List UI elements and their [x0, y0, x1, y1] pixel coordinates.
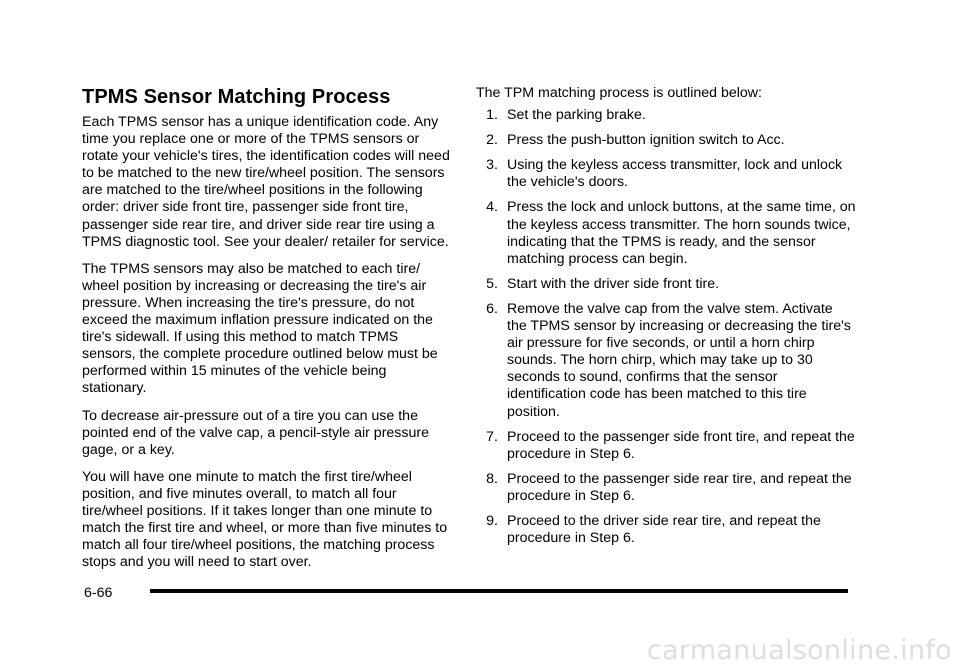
step-item — [476, 157, 856, 191]
step-item — [476, 471, 856, 505]
step-text: Using the keyless access transmitter, lock and unlock the vehicle's doors. — [507, 157, 843, 191]
step-number: 3. — [486, 157, 498, 174]
step-text: Proceed to the passenger side rear tire, and repeat the procedure in Step 6. — [507, 470, 852, 504]
right-column — [476, 85, 856, 555]
paragraph-time-limits: You will have one minute to match the first tire/wheel position, and five minutes overall, to match all four tire/wheel positions. If it takes longer than one minute to match the first tire and wheel, or more than five minutes to match all four tire/wheel positions, the matching process stops and you will need to start over. — [82, 468, 448, 571]
step-text: Set the parking brake. — [507, 107, 646, 124]
page-number: 6-66 — [84, 585, 113, 601]
step-item — [476, 513, 856, 547]
procedure-steps — [476, 107, 856, 547]
step-item — [476, 199, 856, 267]
section-heading: TPMS Sensor Matching Process — [82, 86, 391, 108]
step-text: Proceed to the passenger side front tire, and repeat the procedure in Step 6. — [507, 428, 855, 462]
procedure-intro: The TPM matching process is outlined below: — [476, 85, 762, 101]
footer-rule — [150, 589, 848, 593]
step-item — [476, 107, 856, 124]
left-column — [82, 85, 452, 581]
step-item — [476, 429, 856, 463]
step-item — [476, 132, 856, 149]
step-item — [476, 276, 856, 293]
step-number: 6. — [486, 300, 498, 317]
step-number: 1. — [486, 107, 498, 124]
step-number: 5. — [486, 275, 498, 292]
step-number: 8. — [486, 470, 498, 487]
step-text: Press the lock and unlock buttons, at the same time, on the keyless access transmitter. The horn sounds twice, indicating that the TPMS is ready, and the sensor matching process can begin. — [507, 199, 856, 267]
step-text: Remove the valve cap from the valve stem. Activate the TPMS sensor by increasing or decreasing the tire's air pressure for five seconds, or until a horn chirp sounds. The horn chirp, which may take up to 30 seconds to sound, confirms that the sensor identification code has been matched to this tire position. — [507, 300, 851, 420]
step-item — [476, 301, 856, 421]
step-number: 9. — [486, 512, 498, 529]
watermark: carmanualsonline.info — [646, 635, 952, 666]
paragraph-sensor-id: Each TPMS sensor has a unique identification code. Any time you replace one or more of the TPMS sensors or rotate your vehicle's tires, the identification codes will need to be matched to the new tire/wheel position. The sensors are matched to the tire/wheel positions in the following order: driver side front tire, passenger side front tire, passenger side rear tire, and driver side rear tire using a TPMS diagnostic tool. See your dealer/ retailer for service. — [82, 114, 450, 250]
step-number: 7. — [486, 428, 498, 445]
paragraph-pressure-method: The TPMS sensors may also be matched to each tire/ wheel position by increasing or decreasing the tire's air pressure. When increasing the tire's pressure, do not exceed the maximum inflation pressure indicated on the tire's sidewall. If using this method to match TPMS sensors, the complete procedure outlined below must be performed within 15 minutes of the vehicle being stationary. — [82, 260, 438, 397]
step-text: Press the push-button ignition switch to Acc. — [507, 132, 785, 149]
step-text: Proceed to the driver side rear tire, and repeat the procedure in Step 6. — [507, 512, 821, 547]
step-text: Start with the driver side front tire. — [507, 275, 720, 292]
step-number: 4. — [486, 199, 498, 216]
step-number: 2. — [486, 132, 498, 149]
paragraph-decrease-pressure: To decrease air-pressure out of a tire you can use the pointed end of the valve cap, a pencil-style air pressure gage, or a key. — [82, 407, 430, 458]
